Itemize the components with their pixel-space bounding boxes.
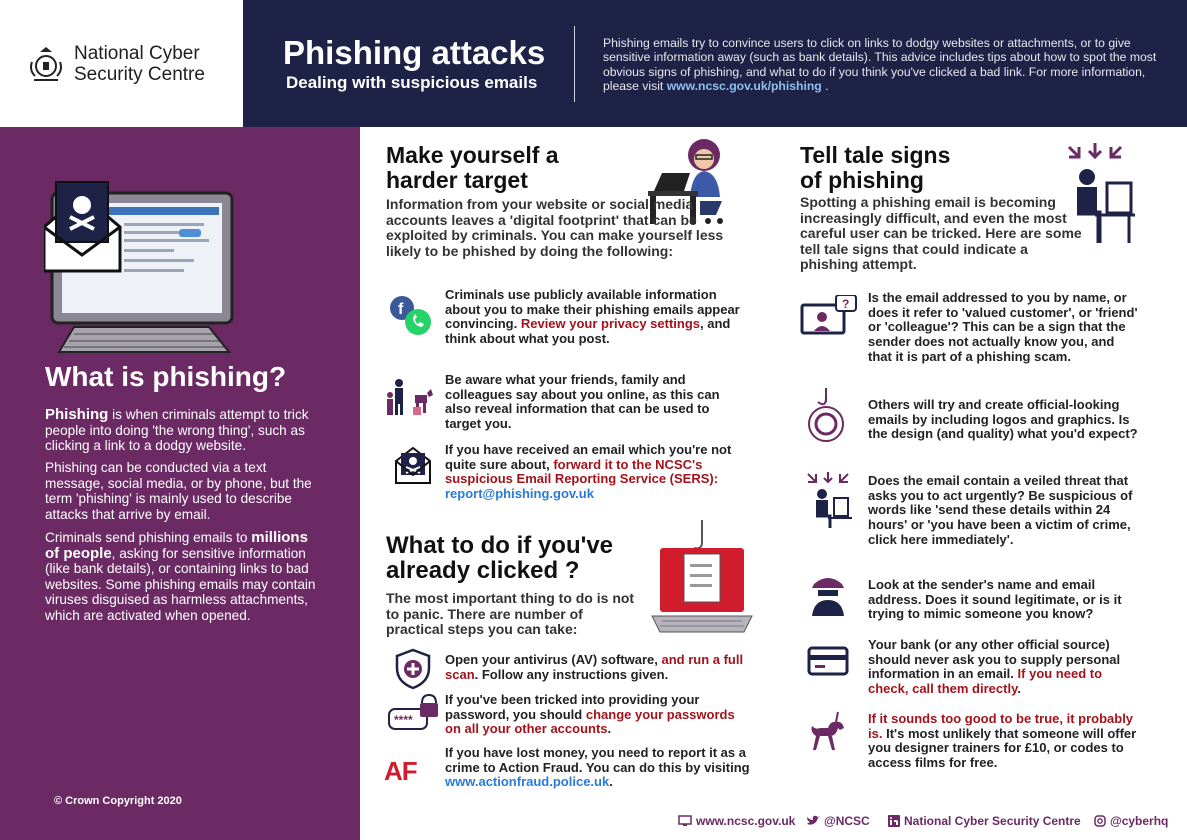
antivirus-text-a: Open your antivirus (AV) software, [445,652,662,667]
password-mask: **** [394,713,413,727]
harder-target-intro: Information from your website or social media accounts leaves a 'digital footprint' that can be exploited by criminals. You can make yourself less likely to be phished by doing the following: [386,196,724,259]
header-banner [243,0,1187,127]
svg-text:?: ? [842,297,850,311]
linkedin-icon [888,815,900,827]
password-lock-icon [388,693,438,733]
report-email-tip [445,443,745,502]
royal-crest-icon [26,44,66,84]
disguised-sender-icon [808,574,848,616]
footer-website-text: www.ncsc.gov.uk [696,814,796,828]
harder-target-heading-line2: harder target [386,167,528,193]
official-logos-sign: Others will try and create official-looking emails by including logos and graphics. Is the design (and quality) what you'd expect? [868,397,1138,442]
action-fraud-logo: AF [384,756,417,786]
privacy-tip-text-b: , and think about what you post. [445,316,731,347]
phishing-scale-text [45,530,320,624]
action-fraud-text-b: . [609,774,613,790]
action-fraud-tip [445,746,755,790]
phishing-definition [45,407,320,454]
tell-tale-heading-line1: Tell tale signs [800,142,951,168]
unknown-sender-icon [800,295,858,339]
privacy-tip-text-a: Criminals use publicly available information about you to make their phishing emails appear convincing. [445,287,740,332]
already-clicked-heading-line1: What to do if you've [386,532,614,559]
copyright-notice: © Crown Copyright 2020 [54,795,182,807]
bank-request-text-b: . [1017,681,1021,697]
footer-website[interactable] [678,814,795,828]
footer-twitter[interactable] [806,814,870,828]
family-icon [385,375,435,417]
what-is-phishing-panel [0,127,360,840]
report-email-text: If you have received an email which you're not quite sure about, [445,442,732,472]
phishing-definition-text: is when criminals attempt to trick people into doing 'the wrong thing', such as clicking a link to a dodgy website. [45,407,309,454]
tell-tale-heading [800,143,950,193]
veiled-threat-sign: Does the email contain a veiled threat that asks you to act urgently? Be suspicious of words like 'send these details within 24 hours' or 'you have been a victim of crime, click here immediately'. [868,473,1133,547]
action-fraud-text: If you have lost money, you need to report it as a crime to Action Fraud. You can do this by visiting [445,745,750,775]
logo-text [74,43,205,85]
sender-name-sign: Look at the sender's name and email address. Does it sound legitimate, or is it trying to mimic someone you know? [868,577,1122,622]
footer-linkedin[interactable] [888,814,1081,828]
footer-instagram[interactable] [1094,814,1168,828]
antivirus-tip [445,653,745,682]
header-description-text: Phishing emails try to convince users to click on links to dodgy websites or attachments, or to give sensitive information away (such as bank details). This advice includes tips about how to spot the most obvious signs of phishing, and what to do if you think you've clicked a bad link. For more information, please visit [603,36,1157,93]
ncsc-logo[interactable] [0,0,243,127]
header-description [603,36,1173,93]
phishing-channels-text: Phishing can be conducted via a text message, social media, or by phone, but the term 'phishing' is mainly used to describe attacks that arrive by email. [45,460,312,522]
action-fraud-link[interactable]: www.actionfraud.police.uk [445,774,610,790]
too-good-text: It's most unlikely that someone will offer you designer trainers for £10, or codes to access films for free. [868,725,1137,771]
phishing-envelope-icon [394,445,432,485]
social-media-icon [388,292,434,338]
footer-twitter-text: @NCSC [824,814,870,828]
bank-request-text-a: Your bank (or any other official source) should never ask you to supply personal information in an email. [868,637,1121,682]
svg-text:f: f [398,301,404,318]
change-passwords-emphasis: change your passwords on all your other accounts [445,706,735,737]
call-directly-emphasis: If you need to check, call them directly [868,666,1103,697]
phishing-computer-icon [44,167,294,357]
antivirus-shield-icon [395,648,431,690]
too-good-emphasis: If it sounds too good to be true, it probably is. [868,711,1134,741]
privacy-settings-emphasis: Review your privacy settings [520,316,701,332]
scale-text-a: Criminals send phishing emails to [45,530,252,545]
harder-target-heading-line1: Make yourself a [386,142,559,168]
monitor-icon [678,815,692,827]
instagram-icon [1094,815,1106,827]
bank-card-icon [807,646,849,676]
header-divider [574,26,575,102]
already-clicked-heading [386,533,613,583]
phishing-term: Phishing [45,406,109,423]
sers-emphasis: forward it to the NCSC's suspicious Email Reporting Service (SERS): [445,456,719,487]
harder-target-heading [386,143,559,193]
page-subtitle: Dealing with suspicious emails [286,73,538,92]
footer-linkedin-text: National Cyber Security Centre [904,814,1081,828]
bank-request-sign [868,638,1138,697]
privacy-tip [445,288,745,347]
twitter-icon [806,815,820,827]
scale-text-b: , asking for sensitive information (like bank details), or containing links to bad websites. Some phishing emails may contain viruses disguised as harmless attachments, which are activated when opened. [45,545,316,623]
logo-line-2: Security Centre [74,63,205,85]
tell-tale-heading-line2: of phishing [800,167,924,193]
fake-logo-icon [806,388,846,444]
what-is-phishing-heading: What is phishing? [45,361,287,392]
addressed-to-you-sign: Is the email addressed to you by name, or does it refer to 'valued customer', or 'friend' or 'colleague'? This can be a sign that the sender does not actually know you, and that it is part of a phishing scam. [868,290,1138,364]
full-scan-emphasis: and run a full scan [445,652,744,682]
urgent-threat-icon [804,472,852,530]
password-text-a: If you've been tricked into providing your password, you should [445,692,700,722]
page-title: Phishing attacks [283,34,546,71]
antivirus-text-b: . Follow any instructions given. [474,666,669,682]
phishing-advice-link[interactable]: www.ncsc.gov.uk/phishing [666,78,822,93]
already-clicked-heading-line2: already clicked ? [386,557,580,584]
already-clicked-intro: The most important thing to do is not to panic. There are number of practical steps you can take: [386,590,635,638]
report-email-link[interactable]: report@phishing.gov.uk [445,486,594,502]
friends-family-tip: Be aware what your friends, family and colleagues say about you online, as this can also reveal information that can be used to target you. [445,372,720,432]
too-good-sign [868,712,1138,771]
hooked-laptop-icon [648,520,756,640]
password-text-b: . [607,721,612,737]
scale-emphasis: millions of people [45,529,308,562]
logo-line-1: National Cyber [74,42,200,64]
tell-tale-intro: Spotting a phishing email is becoming increasingly difficult, and even the most careful user can be tricked. Here are some tell tale signs that could indicate a phishing attempt. [800,194,1082,273]
footer-instagram-text: @cyberhq [1110,814,1169,828]
header-link-suffix: . [821,78,829,93]
unicorn-icon [808,710,852,754]
change-password-tip [445,693,745,737]
